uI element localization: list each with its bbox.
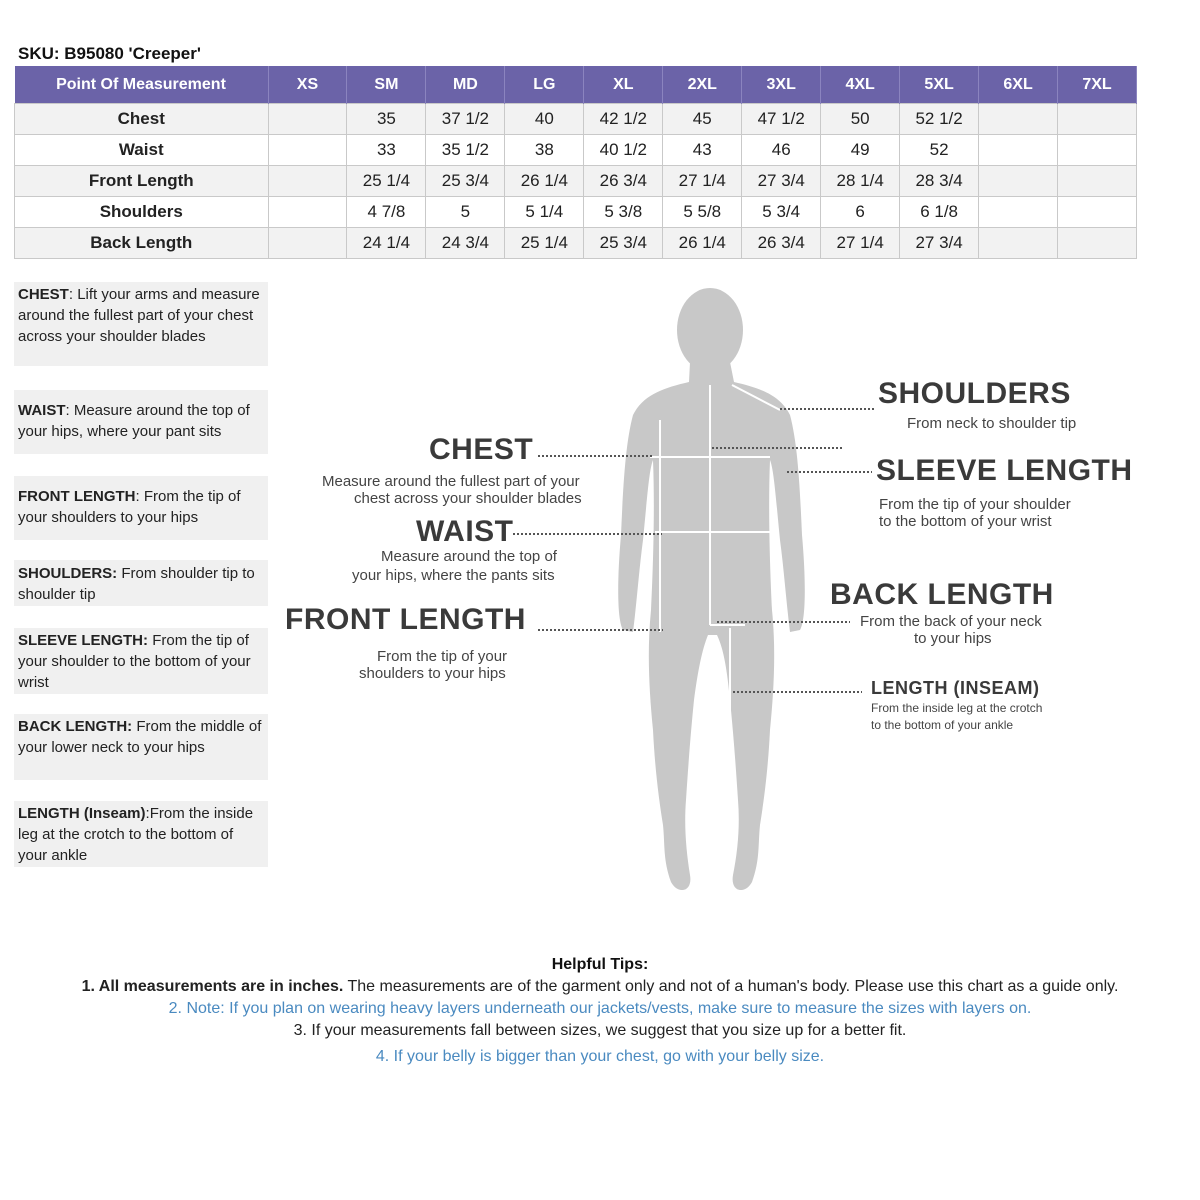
- table-cell: 27 1/4: [821, 228, 900, 259]
- table-cell: [268, 197, 347, 228]
- table-cell: 45: [663, 104, 742, 135]
- header-size-lg: LG: [505, 66, 584, 104]
- table-cell: 42 1/2: [584, 104, 663, 135]
- diagram-back-length-sub2: to your hips: [914, 630, 992, 647]
- diagram-front-length-sub2: shoulders to your hips: [359, 665, 506, 682]
- table-cell: 27 3/4: [900, 228, 979, 259]
- tip-1: [0, 978, 1200, 996]
- diagram-inseam-sub2: to the bottom of your ankle: [871, 718, 1014, 732]
- row-label: Back Length: [15, 228, 269, 259]
- table-cell: 43: [663, 135, 742, 166]
- definition-text: From the inside leg at the crotch to the bottom of your ankle: [18, 805, 254, 864]
- table-cell: [268, 135, 347, 166]
- definition-sep: :: [68, 286, 78, 303]
- table-cell: 40: [505, 104, 584, 135]
- table-cell: [1058, 104, 1137, 135]
- definition-term: LENGTH (Inseam): [18, 805, 146, 822]
- table-cell: 27 3/4: [742, 166, 821, 197]
- table-cell: 6 1/8: [900, 197, 979, 228]
- helpful-tips: [0, 956, 1200, 1070]
- table-cell: 49: [821, 135, 900, 166]
- table-cell: [268, 166, 347, 197]
- definition-sep: :: [145, 805, 150, 822]
- definition-term: BACK LENGTH:: [18, 718, 133, 735]
- header-size-5xl: 5XL: [900, 66, 979, 104]
- table-cell: 5 3/4: [742, 197, 821, 228]
- tip-3: 3. If your measurements fall between sizes, we suggest that you size up for a better fit.: [293, 1022, 907, 1039]
- definition-term: WAIST: [18, 402, 66, 419]
- header-size-sm: SM: [347, 66, 426, 104]
- table-cell: [1058, 135, 1137, 166]
- table-cell: 25 3/4: [426, 166, 505, 197]
- table-row: [15, 197, 1137, 228]
- diagram-back-length-title: BACK LENGTH: [830, 578, 1054, 611]
- table-cell: [1058, 166, 1137, 197]
- row-label: Chest: [15, 104, 269, 135]
- header-size-xl: XL: [584, 66, 663, 104]
- diagram-sleeve-sub2: to the bottom of your wrist: [879, 513, 1052, 530]
- table-cell: 5: [426, 197, 505, 228]
- table-cell: 25 1/4: [347, 166, 426, 197]
- diagram-waist-title: WAIST: [416, 515, 514, 548]
- tips-heading: Helpful Tips:: [551, 956, 649, 973]
- tip-2: 2. Note: If you plan on wearing heavy layers underneath our jackets/vests, make sure to measure the sizes with layers on.: [168, 1000, 1032, 1017]
- diagram-inseam-title: LENGTH (INSEAM): [871, 678, 1040, 698]
- tip-1-text: The measurements are of the garment only and not of a human's body. Please use this chart as a guide only.: [343, 978, 1119, 995]
- table-cell: 28 1/4: [821, 166, 900, 197]
- header-size-7xl: 7XL: [1058, 66, 1137, 104]
- row-label: Shoulders: [15, 197, 269, 228]
- diagram-shoulders-sub: From neck to shoulder tip: [907, 415, 1077, 432]
- table-cell: 35 1/2: [426, 135, 505, 166]
- table-cell: 26 3/4: [584, 166, 663, 197]
- tip-4: 4. If your belly is bigger than your chest, go with your belly size.: [375, 1048, 825, 1065]
- diagram-sleeve-sub1: From the tip of your shoulder: [879, 496, 1071, 513]
- definition-sep: :: [65, 402, 74, 419]
- definition-text: From the tip of your shoulders to your hips: [18, 488, 241, 526]
- definition-text: From the middle of your lower neck to your hips: [18, 718, 262, 756]
- diagram-chest-sub2: chest across your shoulder blades: [354, 490, 582, 507]
- body-silhouette: [618, 288, 805, 890]
- definition-term: CHEST: [18, 286, 69, 303]
- tip-1-bold: 1. All measurements are in inches.: [81, 978, 344, 995]
- sku-title: SKU: B95080 'Creeper': [18, 44, 201, 63]
- diagram-shoulders-title: SHOULDERS: [878, 377, 1071, 410]
- table-cell: 33: [347, 135, 426, 166]
- table-cell: [979, 135, 1058, 166]
- table-row: [15, 135, 1137, 166]
- diagram-waist-sub2: your hips, where the pants sits: [352, 567, 555, 584]
- header-size-6xl: 6XL: [979, 66, 1058, 104]
- diagram-front-length-title: FRONT LENGTH: [285, 603, 526, 636]
- table-cell: 50: [821, 104, 900, 135]
- definition-text: From the tip of your shoulder to the bottom of your wrist: [18, 632, 251, 691]
- definition-term: FRONT LENGTH: [18, 488, 136, 505]
- table-cell: 5 1/4: [505, 197, 584, 228]
- diagram-chest-sub1: Measure around the fullest part of your: [322, 473, 580, 490]
- table-cell: [268, 228, 347, 259]
- table-cell: 24 1/4: [347, 228, 426, 259]
- table-cell: 5 5/8: [663, 197, 742, 228]
- table-cell: 6: [821, 197, 900, 228]
- table-cell: [1058, 197, 1137, 228]
- table-cell: [1058, 228, 1137, 259]
- table-cell: 28 3/4: [900, 166, 979, 197]
- header-size-3xl: 3XL: [742, 66, 821, 104]
- diagram-inseam-sub1: From the inside leg at the crotch: [871, 701, 1043, 715]
- table-cell: 52 1/2: [900, 104, 979, 135]
- table-row: [15, 228, 1137, 259]
- table-cell: [979, 166, 1058, 197]
- table-row: [15, 104, 1137, 135]
- header-size-2xl: 2XL: [663, 66, 742, 104]
- row-label: Waist: [15, 135, 269, 166]
- table-body: [15, 104, 1137, 259]
- table-cell: 27 1/4: [663, 166, 742, 197]
- definition-text: Lift your arms and measure around the fullest part of your chest across your shoulder blades: [18, 286, 260, 345]
- table-cell: 26 1/4: [505, 166, 584, 197]
- header-size-xs: XS: [268, 66, 347, 104]
- table-cell: 40 1/2: [584, 135, 663, 166]
- table-cell: 38: [505, 135, 584, 166]
- table-cell: 24 3/4: [426, 228, 505, 259]
- table-row: [15, 166, 1137, 197]
- table-cell: 52: [900, 135, 979, 166]
- diagram-back-length-sub1: From the back of your neck: [860, 613, 1042, 630]
- table-cell: 26 1/4: [663, 228, 742, 259]
- table-header-row: [15, 66, 1137, 104]
- row-label: Front Length: [15, 166, 269, 197]
- definition-term: SHOULDERS:: [18, 565, 118, 582]
- table-cell: 5 3/8: [584, 197, 663, 228]
- definition-text: Measure around the top of your hips, where your pant sits: [18, 402, 250, 440]
- header-size-4xl: 4XL: [821, 66, 900, 104]
- header-point-of-measurement: Point Of Measurement: [15, 66, 269, 104]
- diagram-front-length-sub1: From the tip of your: [377, 648, 508, 665]
- definition-text: From shoulder tip to shoulder tip: [18, 565, 255, 603]
- table-cell: [979, 104, 1058, 135]
- diagram-chest-title: CHEST: [429, 433, 534, 466]
- table-cell: 35: [347, 104, 426, 135]
- table-cell: [979, 197, 1058, 228]
- table-cell: 47 1/2: [742, 104, 821, 135]
- table-cell: [268, 104, 347, 135]
- table-cell: 25 1/4: [505, 228, 584, 259]
- table-cell: 46: [742, 135, 821, 166]
- table-cell: [979, 228, 1058, 259]
- table-cell: 26 3/4: [742, 228, 821, 259]
- definition-sep: :: [135, 488, 144, 505]
- size-chart-table: [14, 66, 1137, 259]
- header-size-md: MD: [426, 66, 505, 104]
- table-cell: 4 7/8: [347, 197, 426, 228]
- table-cell: 37 1/2: [426, 104, 505, 135]
- torso-shape: [618, 362, 805, 890]
- diagram-waist-sub1: Measure around the top of: [381, 548, 557, 565]
- definition-term: SLEEVE LENGTH:: [18, 632, 149, 649]
- diagram-sleeve-title: SLEEVE LENGTH: [876, 454, 1133, 487]
- head-shape: [677, 288, 743, 372]
- table-cell: 25 3/4: [584, 228, 663, 259]
